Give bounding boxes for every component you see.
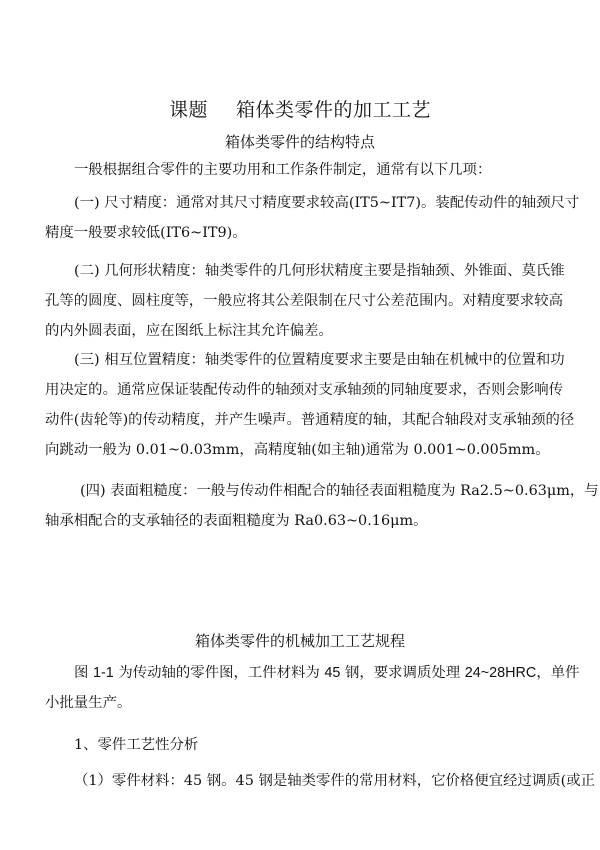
page-title xyxy=(0,95,600,122)
section2-sub1-item1 xyxy=(74,766,596,796)
item4-line2: 轴承相配合的支承轴径的表面粗糙度为 Ra0.63~0.16μm。 xyxy=(45,513,428,529)
item1-line1: (一) 尺寸精度：通常对其尺寸精度要求较高(IT5~IT7)。装配传动件的轴颈尺寸 xyxy=(74,195,580,211)
item3-line4: 向跳动一般为 0.01~0.03mm，高精度轴(如主轴)通常为 0.001~0.005mm。 xyxy=(45,442,550,458)
intro-text-g: ，单件 xyxy=(536,665,580,681)
section1-item1 xyxy=(45,188,584,248)
sub1-heading: 1、零件工艺性分析 xyxy=(74,737,199,753)
item3-line1: (三) 相互位置精度：轴类零件的位置精度要求主要是由轴在机械中的位置和功 xyxy=(74,352,565,368)
title-prefix: 课题 xyxy=(168,99,208,121)
item2-line3: 的内外圆表面，应在图纸上标注其允许偏差。 xyxy=(45,323,333,339)
section1-intro-text: 一般根据组合零件的主要功用和工作条件制定，通常有以下几项： xyxy=(74,162,492,178)
sub1-item1-line1: （1）零件材料：45 钢。45 钢是轴类零件的常用材料，它价格便宜经过调质(或正 xyxy=(74,773,596,789)
section1-item2 xyxy=(45,256,584,346)
intro-figure-number: 1-1 xyxy=(92,665,114,681)
item3-line2: 用决定的。通常应保证装配传动件的轴颈对支承轴颈的同轴度要求，否则会影响传 xyxy=(45,382,564,398)
intro-hardness: 24~28HRC xyxy=(464,665,537,681)
title-main: 箱体类零件的加工工艺 xyxy=(236,99,432,121)
section2-heading: 箱体类零件的机械加工工艺规程 xyxy=(194,632,405,650)
intro-text-e: 钢，要求调质处理 xyxy=(340,665,465,681)
item2-line1: (二) 几何形状精度：轴类零件的几何形状精度主要是指轴颈、外锥面、莫氏锥 xyxy=(74,263,565,279)
section1-heading: 箱体类零件的结构特点 xyxy=(224,133,375,151)
section2-intro-line2: 小批量生产。 xyxy=(45,695,132,711)
intro-text-c: 为传动轴的零件图，工件材料为 xyxy=(113,665,325,681)
item4-line1: (四) 表面粗糙度：一般与传动件相配合的轴径表面粗糙度为 Ra2.5~0.63μm，与 xyxy=(80,483,599,499)
item1-line2: 精度一般要求较低(IT6~IT9)。 xyxy=(45,225,247,241)
section2-intro xyxy=(45,658,584,718)
intro-text-a: 图 xyxy=(74,665,93,681)
item3-line3: 动件(齿轮等)的传动精度，并产生噪声。普通精度的轴，其配合轴段对支承轴颈的径 xyxy=(45,412,575,428)
section1-item3 xyxy=(45,345,584,465)
intro-steel-grade: 45 xyxy=(324,665,341,681)
section2-intro-line1 xyxy=(74,658,584,688)
section2-sub1 xyxy=(74,730,584,760)
section1-intro xyxy=(74,155,584,185)
section1-item4 xyxy=(45,476,599,536)
item2-line2: 孔等的圆度、圆柱度等，一般应将其公差限制在尺寸公差范围内。对精度要求较高 xyxy=(45,293,564,309)
